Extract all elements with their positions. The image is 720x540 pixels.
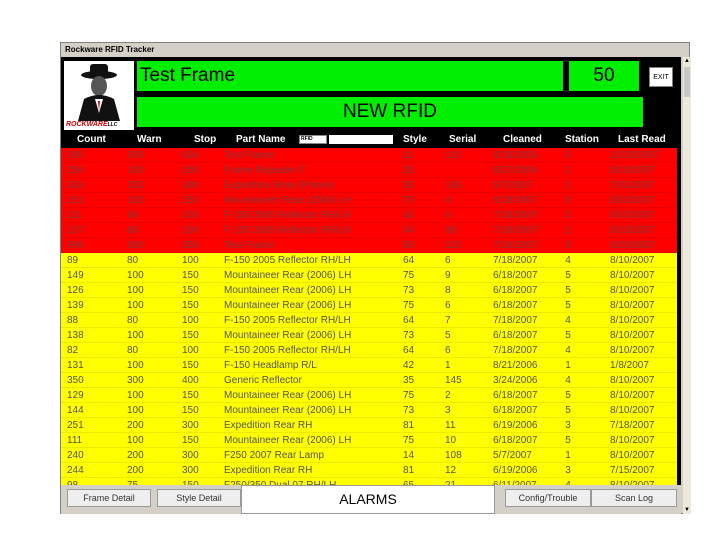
cell-last: 8/29/2007 — [610, 240, 655, 251]
table-row[interactable] — [61, 163, 677, 178]
cell-cleaned: 8/27/2006 — [493, 165, 538, 176]
cell-last: 8/10/2007 — [610, 345, 655, 356]
cell-count: 111 — [67, 210, 83, 221]
table-row[interactable] — [61, 208, 677, 223]
cell-station: 5 — [565, 300, 571, 311]
cell-stop: 150 — [182, 360, 199, 371]
cell-part: F-150 Headlamp R/L — [224, 360, 317, 371]
cell-stop: 150 — [182, 195, 199, 206]
cell-serial: 8 — [445, 285, 451, 296]
cell-last: 8/10/2007 — [610, 285, 655, 296]
cell-station: 4 — [565, 375, 571, 386]
detective-icon — [64, 61, 134, 130]
cell-part: F-150 2005 Reflector RH/LH — [224, 345, 351, 356]
cell-part: Test Frame — [224, 240, 275, 251]
cell-count: 82 — [67, 345, 79, 356]
cell-style: 64 — [403, 225, 415, 236]
cell-count: 138 — [67, 330, 84, 341]
cell-count: 88 — [67, 315, 79, 326]
table-row[interactable] — [61, 388, 677, 403]
cell-last: 8/10/2007 — [610, 165, 655, 176]
cell-stop: 600 — [182, 150, 199, 161]
cell-count: 256 — [67, 165, 84, 176]
cell-part: F250 2007 Rear Lamp — [224, 450, 325, 461]
cell-station: 4 — [565, 255, 571, 266]
exit-button[interactable]: EXIT — [649, 67, 673, 87]
cell-last: 12/20/2007 — [610, 150, 661, 161]
frame-name-display: Test Frame — [137, 61, 563, 91]
cell-cleaned: 7/18/2007 — [493, 255, 538, 266]
cell-cleaned: 6/19/2006 — [493, 420, 538, 431]
cell-style: 75 — [403, 390, 415, 401]
cell-stop: 100 — [182, 345, 199, 356]
table-row[interactable] — [61, 178, 677, 193]
cell-cleaned: 6/18/2007 — [493, 300, 538, 311]
cell-cleaned: 7/18/2007 — [493, 345, 538, 356]
cell-style: 64 — [403, 210, 415, 221]
cell-station: 1 — [565, 450, 571, 461]
table-row[interactable] — [61, 463, 677, 478]
table-row[interactable] — [61, 193, 677, 208]
style-detail-button[interactable]: Style Detail — [157, 489, 241, 507]
button-bar — [61, 485, 681, 514]
header-last-read[interactable]: Last Read — [618, 134, 666, 145]
table-row[interactable] — [61, 313, 677, 328]
cell-count: 290 — [67, 150, 84, 161]
cell-cleaned: 5/7/2007 — [493, 450, 532, 461]
cell-last: 7/18/2007 — [610, 420, 655, 431]
cell-stop: 100 — [182, 255, 199, 266]
cell-last: 8/10/2007 — [610, 330, 655, 341]
table-row[interactable] — [61, 373, 677, 388]
cell-warn: 100 — [127, 195, 144, 206]
cell-stop: 150 — [182, 435, 199, 446]
cell-warn: 300 — [127, 375, 144, 386]
cell-part: F-150 2005 Reflector RH/LH — [224, 315, 351, 326]
table-row[interactable] — [61, 418, 677, 433]
cell-style: 73 — [403, 405, 415, 416]
cell-stop: 100 — [182, 225, 199, 236]
cell-warn: 80 — [127, 225, 139, 236]
cell-stop: 300 — [182, 450, 199, 461]
rockware-logo — [64, 61, 134, 130]
cell-warn: 100 — [127, 435, 144, 446]
cell-count: 151 — [67, 195, 84, 206]
cell-cleaned: 6/19/2006 — [493, 465, 538, 476]
scan-log-button[interactable]: Scan Log — [591, 489, 677, 507]
cell-serial: 106 — [445, 180, 462, 191]
header-part-name[interactable]: Part Name — [236, 134, 286, 145]
table-row[interactable] — [61, 343, 677, 358]
cell-style: 81 — [403, 420, 415, 431]
header-warn[interactable]: Warn — [137, 134, 162, 145]
cell-serial: 3 — [445, 405, 451, 416]
cell-style: 42 — [403, 360, 415, 371]
cell-part: F-150 2005 Reflector RH/LH — [224, 225, 351, 236]
cell-last: 7/23/2007 — [610, 180, 655, 191]
cell-station: 2 — [565, 210, 571, 221]
cell-style: 75 — [403, 195, 415, 206]
cell-part: F-150 2005 Reflector RH/LH — [224, 255, 351, 266]
cell-cleaned: 6/18/2007 — [493, 435, 538, 446]
table-row[interactable] — [61, 253, 677, 268]
cell-last: 8/10/2007 — [610, 255, 655, 266]
cell-station: 4 — [565, 315, 571, 326]
table-row[interactable] — [61, 403, 677, 418]
cell-stop: 300 — [182, 420, 199, 431]
cell-last: 7/15/2007 — [610, 465, 655, 476]
cell-stop: 150 — [182, 300, 199, 311]
cell-style: 73 — [403, 285, 415, 296]
cell-style: 75 — [403, 300, 415, 311]
cell-serial: 6 — [445, 255, 451, 266]
cell-part: Mountaineer Rear (2006) LH — [224, 390, 352, 401]
cell-part: Frame Repeater F — [224, 165, 306, 176]
cell-part: Expedition Rear (Primer) — [224, 180, 335, 191]
client-area — [61, 57, 681, 514]
header-cleaned[interactable]: Cleaned — [503, 134, 542, 145]
header-serial[interactable]: Serial — [449, 134, 477, 145]
cell-stop: 150 — [182, 405, 199, 416]
cell-style: 35 — [403, 180, 415, 191]
cell-count: 89 — [67, 255, 79, 266]
cell-cleaned: 7/19/2007 — [493, 240, 538, 251]
cell-style: 64 — [403, 315, 415, 326]
cell-part: Mountaineer Rear (2006) LH — [224, 300, 352, 311]
cell-warn: 100 — [127, 300, 144, 311]
logo-text: ROCKWARELLC — [66, 121, 118, 128]
cell-cleaned: 6/18/2007 — [493, 285, 538, 296]
cell-count: 129 — [67, 390, 84, 401]
cell-style: 75 — [403, 270, 415, 281]
rfid-label: RFID — [299, 135, 327, 144]
table-row[interactable] — [61, 448, 677, 463]
cell-serial: 10 — [445, 435, 457, 446]
cell-warn: 100 — [127, 405, 144, 416]
cell-last: 8/10/2007 — [610, 405, 655, 416]
cell-warn: 100 — [127, 165, 144, 176]
cell-count: 137 — [67, 225, 84, 236]
header-station[interactable]: Station — [565, 134, 599, 145]
cell-station: 5 — [565, 435, 571, 446]
cell-serial: 6 — [445, 210, 451, 221]
frame-detail-button[interactable]: Frame Detail — [67, 489, 151, 507]
cell-serial: 9 — [445, 270, 451, 281]
cell-station: 5 — [565, 270, 571, 281]
cell-stop: 150 — [182, 285, 199, 296]
cell-cleaned: 7/18/2007 — [493, 210, 538, 221]
cell-count: 333 — [67, 180, 84, 191]
cell-cleaned: 7/18/2007 — [493, 225, 538, 236]
table-row[interactable] — [61, 298, 677, 313]
cell-style: 50 — [403, 240, 415, 251]
cell-last: 8/10/2007 — [610, 225, 655, 236]
table-row[interactable] — [61, 433, 677, 448]
header-style[interactable]: Style — [403, 134, 427, 145]
cell-style: 81 — [403, 465, 415, 476]
header-stop[interactable]: Stop — [194, 134, 217, 145]
cell-style: 73 — [403, 330, 415, 341]
cell-station: 5 — [565, 330, 571, 341]
app-window — [60, 42, 690, 514]
cell-cleaned: 6/18/2007 — [493, 390, 538, 401]
cell-serial: 1 — [445, 360, 451, 371]
cell-part: Mountaineer Rear (2006) LH — [224, 405, 352, 416]
scroll-down-icon[interactable]: ▼ — [684, 507, 690, 513]
cell-part: Mountaineer Rear (2006) LH — [224, 330, 352, 341]
cell-warn: 250 — [127, 180, 144, 191]
cell-cleaned: 5/7/2007 — [493, 180, 532, 191]
cell-serial: 110 — [445, 150, 461, 161]
cell-style: 35 — [403, 375, 415, 386]
cell-last: 8/10/2007 — [610, 300, 655, 311]
cell-cleaned: 8/18/2006 — [493, 150, 538, 161]
cell-warn: 200 — [127, 450, 144, 461]
cell-count: 111 — [67, 435, 83, 446]
cell-station: 1 — [565, 165, 571, 176]
cell-count: 139 — [67, 300, 84, 311]
cell-serial: 145 — [445, 375, 462, 386]
cell-warn: 200 — [127, 465, 144, 476]
cell-last: 8/10/2007 — [610, 375, 655, 386]
cell-last: 8/10/2007 — [610, 390, 655, 401]
config-trouble-button[interactable]: Config/Trouble — [505, 489, 591, 507]
table-row[interactable] — [61, 148, 677, 163]
cell-count: 131 — [67, 360, 84, 371]
cell-warn: 100 — [127, 270, 144, 281]
cell-serial: 108 — [445, 450, 462, 461]
cell-warn: 80 — [127, 210, 139, 221]
cell-last: 8/10/2007 — [610, 210, 655, 221]
cell-station: 4 — [565, 345, 571, 356]
vertical-scrollbar[interactable] — [683, 57, 691, 514]
cell-station: 5 — [565, 195, 571, 206]
cell-serial: 6 — [445, 345, 451, 356]
table-row[interactable] — [61, 358, 677, 373]
cell-warn: 300 — [127, 240, 144, 251]
cell-warn: 80 — [127, 255, 139, 266]
cell-part: Test Frame — [224, 150, 275, 161]
cell-style: 11 — [403, 150, 414, 161]
cell-count: 350 — [67, 375, 84, 386]
cell-last: 8/10/2007 — [610, 450, 655, 461]
cell-warn: 100 — [127, 360, 144, 371]
cell-count: 396 — [67, 240, 84, 251]
scroll-up-icon[interactable]: ▲ — [684, 58, 690, 64]
cell-style: 25 — [403, 165, 415, 176]
cell-last: 8/10/2007 — [610, 195, 655, 206]
cell-last: 8/10/2007 — [610, 435, 655, 446]
cell-serial: 2 — [445, 390, 451, 401]
rfid-table-body — [61, 148, 677, 482]
cell-part: Expedition Rear RH — [224, 420, 313, 431]
cell-part: Mountaineer Rear (2006) LH — [224, 285, 352, 296]
cell-cleaned: 6/18/2007 — [493, 270, 538, 281]
cell-count: 244 — [67, 465, 84, 476]
cell-stop: 400 — [182, 375, 199, 386]
cell-station: 3 — [565, 465, 571, 476]
cell-part: Generic Reflector — [224, 375, 302, 386]
cell-station: 5 — [565, 285, 571, 296]
cell-count: 149 — [67, 270, 84, 281]
alarms-button[interactable]: ALARMS — [241, 485, 495, 514]
table-row[interactable] — [61, 328, 677, 343]
table-row[interactable] — [61, 283, 677, 298]
cell-part: Mountaineer Rear (2006) LH — [224, 195, 352, 206]
cell-station: 3 — [565, 420, 571, 431]
cell-count: 126 — [67, 285, 84, 296]
cell-warn: 80 — [127, 345, 139, 356]
table-row[interactable] — [61, 268, 677, 283]
cell-style: 75 — [403, 435, 415, 446]
cell-warn: 100 — [127, 330, 144, 341]
cell-stop: 300 — [182, 180, 199, 191]
cell-station: 2 — [565, 180, 571, 191]
cell-part: Mountaineer Rear (2006) LH — [224, 270, 352, 281]
cell-last: 1/8/2007 — [610, 360, 649, 371]
cell-station: 5 — [565, 390, 571, 401]
cell-station: 2 — [565, 225, 571, 236]
cell-part: F-150 2005 Reflector RH/LH — [224, 210, 351, 221]
rfid-input[interactable] — [329, 135, 393, 144]
frame-count-display: 50 — [569, 61, 639, 91]
header-count[interactable]: Count — [77, 134, 106, 145]
scroll-thumb[interactable] — [684, 67, 690, 97]
cell-style: 64 — [403, 255, 415, 266]
cell-serial: 6 — [445, 300, 451, 311]
status-banner: NEW RFID — [137, 97, 643, 127]
cell-stop: 150 — [182, 390, 199, 401]
cell-serial: 7 — [445, 315, 451, 326]
cell-cleaned: 6/18/2007 — [493, 195, 538, 206]
cell-warn: 100 — [127, 285, 144, 296]
cell-station: 5 — [565, 240, 571, 251]
cell-part: Expedition Rear RH — [224, 465, 313, 476]
cell-warn: 80 — [127, 315, 139, 326]
cell-last: 8/10/2007 — [610, 315, 655, 326]
cell-serial: 12 — [445, 465, 457, 476]
cell-station: 5 — [565, 150, 571, 161]
cell-cleaned: 6/18/2007 — [493, 330, 538, 341]
cell-stop: 100 — [182, 210, 199, 221]
cell-cleaned: 6/18/2007 — [493, 405, 538, 416]
window-title: Rockware RFID Tracker — [61, 43, 689, 57]
cell-stop: 350 — [182, 240, 199, 251]
cell-count: 240 — [67, 450, 84, 461]
cell-station: 5 — [565, 405, 571, 416]
cell-serial: 11 — [445, 420, 456, 431]
cell-part: Mountaineer Rear (2006) LH — [224, 435, 352, 446]
cell-serial: 88 — [445, 225, 457, 236]
cell-serial: 110 — [445, 240, 461, 251]
cell-station: 1 — [565, 360, 571, 371]
cell-serial: 4 — [445, 195, 451, 206]
table-row[interactable] — [61, 223, 677, 238]
cell-style: 14 — [403, 450, 415, 461]
cell-stop: 150 — [182, 330, 199, 341]
cell-cleaned: 8/21/2006 — [493, 360, 538, 371]
cell-stop: 150 — [182, 270, 199, 281]
cell-serial: 5 — [445, 330, 451, 341]
cell-stop: 300 — [182, 465, 199, 476]
cell-warn: 100 — [127, 390, 144, 401]
cell-warn: 200 — [127, 420, 144, 431]
cell-cleaned: 3/24/2006 — [493, 375, 538, 386]
cell-count: 144 — [67, 405, 84, 416]
cell-count: 251 — [67, 420, 84, 431]
cell-warn: 500 — [127, 150, 144, 161]
cell-style: 64 — [403, 345, 415, 356]
cell-stop: 150 — [182, 165, 199, 176]
cell-stop: 100 — [182, 315, 199, 326]
cell-last: 8/10/2007 — [610, 270, 655, 281]
table-row[interactable] — [61, 238, 677, 253]
cell-cleaned: 7/18/2007 — [493, 315, 538, 326]
table-header — [61, 133, 681, 147]
